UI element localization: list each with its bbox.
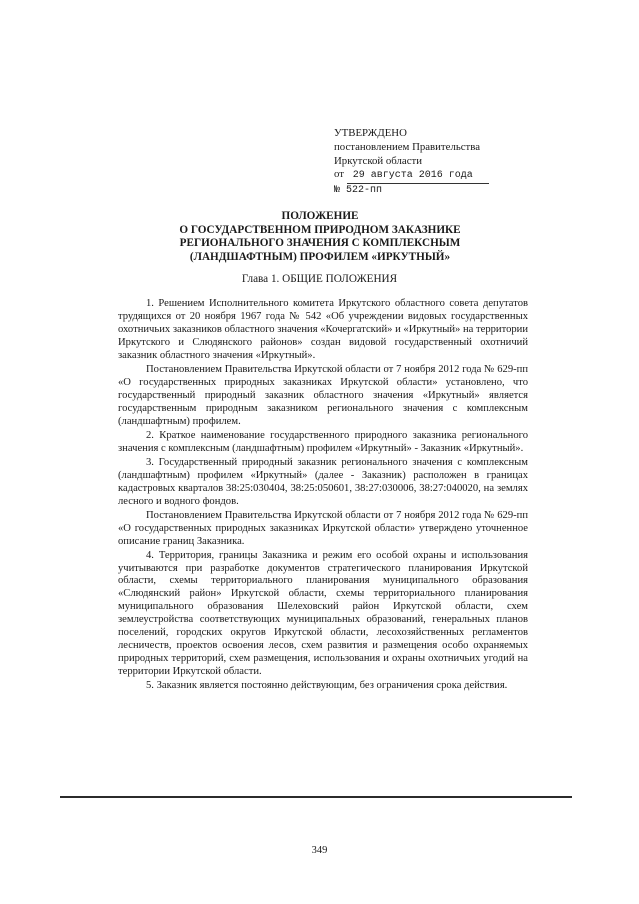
- approval-date: 29 августа 2016 года: [347, 169, 489, 184]
- page-number: 349: [311, 845, 328, 856]
- approval-region: Иркутской области: [334, 154, 422, 167]
- approval-stamp: [334, 127, 534, 198]
- chapter-heading: Глава 1. ОБЩИЕ ПОЛОЖЕНИЯ: [241, 273, 398, 285]
- title-line-3: РЕГИОНАЛЬНОГО ЗНАЧЕНИЯ С КОМПЛЕКСНЫМ: [179, 237, 461, 249]
- paragraph-4: 3. Государственный природный заказник регионального значения с комплексным (ландшафтным) профилем «Иркутный» (далее - Заказник) расположен в границах кадастровых кварталов 38:25:030404, 38:25:050601, 38:27:030006, 38:27:040020, на землях лесного и водного фондов.: [118, 456, 528, 507]
- paragraph-3: 2. Краткое наименование государственного природного заказника регионального значения с комплексным (ландшафтным) профилем «Иркутный» - Заказник «Иркутный».: [118, 429, 528, 454]
- paragraph-2: Постановлением Правительства Иркутской области от 7 ноября 2012 года № 629-пп «О государственных природных заказниках Иркутской области» установлено, что государственный природный заказник областного значения «Иркутный» является государственным природным заказником регионального значения с комплексным (ландшафтным) профилем.: [118, 363, 528, 427]
- page-divider: [60, 796, 572, 798]
- approval-number: № 522-пп: [334, 185, 383, 197]
- paragraph-6: 4. Территория, границы Заказника и режим его особой охраны и использования учитываются при разработке документов стратегического планирования Иркутской области, схемы территориального планирования муниципального образования «Слюдянский район» Иркутской области, схемы территориального планирования муниципального образования Шелеховский район Иркутской области, схем землеустройства соответствующих муниципальных образований, генеральных планов поселений, городских округов Иркутской области, лесохозяйственных регламентов лесничеств, проектов освоения лесов, схем развития и размещения особо охраняемых природных территорий, схем размещения, использования и охраны охотничьих угодий на территории Иркутской области.: [118, 549, 528, 678]
- paragraph-1: 1. Решением Исполнительного комитета Иркутского областного совета депутатов трудящихся от 20 ноября 1967 года № 542 «Об учреждении видовых государственных охотничьих заказников областного значения «Кочергатский» и «Иркутный» на территории Иркутского и Слюдянского районов» создан видовой государственный охотничий заказник областного значения «Иркутный».: [118, 298, 529, 361]
- title-line-1: ПОЛОЖЕНИЕ: [281, 210, 359, 222]
- paragraph-5: Постановлением Правительства Иркутской области от 7 ноября 2012 года № 629-пп «О государственных природных заказниках Иркутской области» утверждено уточненное описание границ Заказника.: [118, 509, 528, 547]
- approval-date-prefix: от: [334, 168, 344, 181]
- approval-heading: УТВЕРЖДЕНО: [334, 127, 407, 139]
- document-body: [118, 298, 528, 694]
- approval-date-line: [334, 168, 534, 184]
- title-line-2: О ГОСУДАРСТВЕННОМ ПРИРОДНОМ ЗАКАЗНИКЕ: [179, 223, 461, 236]
- paragraph-7: 5. Заказник является постоянно действующим, без ограничения срока действия.: [146, 680, 508, 692]
- document-title: [160, 210, 480, 264]
- approval-issuer: постановлением Правительства: [334, 140, 481, 153]
- title-line-4: (ЛАНДШАФТНЫМ) ПРОФИЛЕМ «ИРКУТНЫЙ»: [189, 250, 451, 263]
